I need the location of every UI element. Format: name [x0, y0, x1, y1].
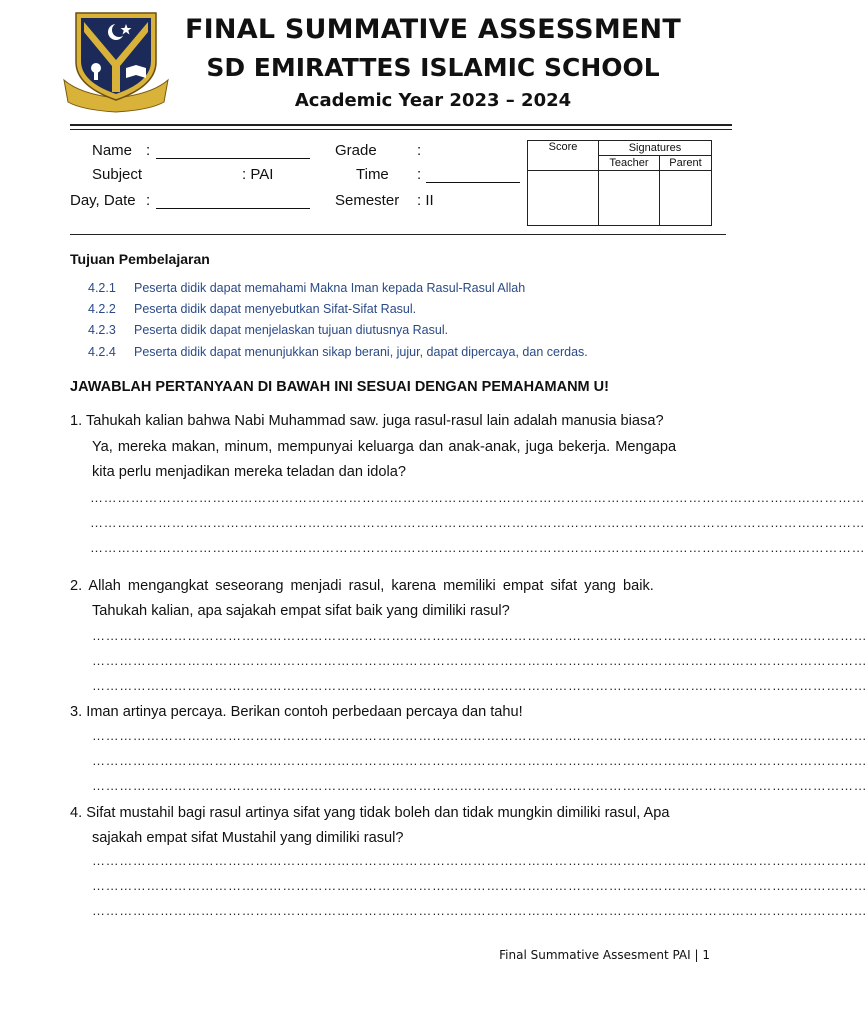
answer-line[interactable]: ………………………………………………………………………………………………………………………………………………………	[90, 515, 866, 530]
objective-number: 4.2.1	[88, 281, 116, 295]
objective-text: Peserta didik dapat menunjukkan sikap berani, jujur, dapat dipercaya, dan cerdas.	[134, 345, 588, 359]
day-date-field[interactable]	[156, 194, 310, 209]
question-text: Tahukah kalian, apa sajakah empat sifat baik yang dimiliki rasul?	[92, 603, 510, 619]
answer-line[interactable]: ………………………………………………………………………………………………………………………………………………………	[92, 678, 867, 693]
objective-item	[0, 323, 768, 339]
day-date-colon: :	[146, 192, 151, 209]
page-footer: Final Summative Assesment PAI | 1	[499, 948, 710, 962]
teacher-signature-cell[interactable]	[599, 171, 660, 226]
objective-item	[0, 345, 768, 361]
name-field[interactable]	[156, 144, 310, 159]
signatures-header: Signatures	[599, 141, 712, 156]
score-cell[interactable]	[528, 171, 599, 226]
time-label: Time	[356, 166, 389, 183]
answer-line[interactable]: ………………………………………………………………………………………………………………………………………………………	[92, 628, 867, 643]
answer-line[interactable]: ………………………………………………………………………………………………………………………………………………………	[92, 653, 867, 668]
name-colon: :	[146, 142, 151, 159]
question-text: sajakah empat sifat Mustahil yang dimiliki rasul?	[92, 830, 404, 846]
objective-item	[0, 281, 768, 297]
answer-line[interactable]: ………………………………………………………………………………………………………………………………………………………	[92, 753, 867, 768]
header-divider	[70, 124, 732, 126]
grade-label: Grade	[335, 142, 377, 159]
question-text: 1. Tahukah kalian bahwa Nabi Muhammad saw. juga rasul-rasul lain adalah manusia biasa?	[70, 413, 664, 429]
parent-signature-cell[interactable]	[660, 171, 712, 226]
objectives-heading: Tujuan Pembelajaran	[70, 251, 210, 267]
answer-line[interactable]: ………………………………………………………………………………………………………………………………………………………	[92, 853, 867, 868]
subject-label: Subject	[92, 166, 143, 183]
objective-number: 4.2.3	[88, 323, 116, 337]
grade-colon: :	[417, 142, 422, 159]
answer-line[interactable]: ………………………………………………………………………………………………………………………………………………………	[92, 728, 867, 743]
academic-year: Academic Year 2023 – 2024	[294, 90, 572, 111]
objective-text: Peserta didik dapat menyebutkan Sifat-Sifat Rasul.	[134, 302, 417, 316]
semester-label: Semester	[335, 192, 400, 209]
teacher-header: Teacher	[599, 156, 660, 171]
objective-number: 4.2.2	[88, 302, 116, 316]
parent-header: Parent	[660, 156, 712, 171]
school-name: SD EMIRATTES ISLAMIC SCHOOL	[206, 53, 660, 82]
header-divider-thin	[70, 129, 732, 130]
answer-line[interactable]: ………………………………………………………………………………………………………………………………………………………	[90, 490, 866, 505]
subject-value: : PAI	[242, 166, 274, 183]
time-colon: :	[417, 166, 422, 183]
question-text: 4. Sifat mustahil bagi rasul artinya sifat yang tidak boleh dan tidak mungkin dimiliki rasul, Apa	[70, 805, 670, 821]
objective-text: Peserta didik dapat menjelaskan tujuan diutusnya Rasul.	[134, 323, 449, 337]
section-divider	[70, 234, 726, 235]
question-text: Ya, mereka makan, minum, mempunyai keluarga dan anak-anak, juga bekerja. Mengapa	[92, 439, 677, 455]
score-header: Score	[528, 141, 599, 171]
objective-text: Peserta didik dapat memahami Makna Iman kepada Rasul-Rasul Allah	[134, 281, 526, 295]
question-text: 2. Allah mengangkat seseorang menjadi rasul, karena memiliki empat sifat yang baik.	[70, 578, 654, 594]
page-title: FINAL SUMMATIVE ASSESSMENT	[185, 14, 681, 45]
time-field[interactable]	[426, 168, 520, 183]
name-label: Name	[92, 142, 133, 159]
answer-line[interactable]: ………………………………………………………………………………………………………………………………………………………	[92, 778, 867, 793]
answer-line[interactable]: ………………………………………………………………………………………………………………………………………………………	[92, 878, 867, 893]
day-date-label: Day, Date	[70, 192, 136, 209]
answer-line[interactable]: ………………………………………………………………………………………………………………………………………………………	[92, 903, 867, 918]
school-logo	[60, 10, 172, 116]
objective-number: 4.2.4	[88, 345, 116, 359]
question-text: kita perlu menjadikan mereka teladan dan idola?	[92, 464, 406, 480]
question-text: 3. Iman artinya percaya. Berikan contoh perbedaan percaya dan tahu!	[70, 704, 523, 720]
instruction-text: JAWABLAH PERTANYAAN DI BAWAH INI SESUAI DENGAN PEMAHAMANM U!	[70, 379, 609, 395]
answer-line[interactable]: ………………………………………………………………………………………………………………………………………………………	[90, 540, 866, 555]
semester-value: : II	[417, 192, 434, 209]
objective-item	[0, 302, 768, 318]
score-table	[527, 140, 712, 226]
